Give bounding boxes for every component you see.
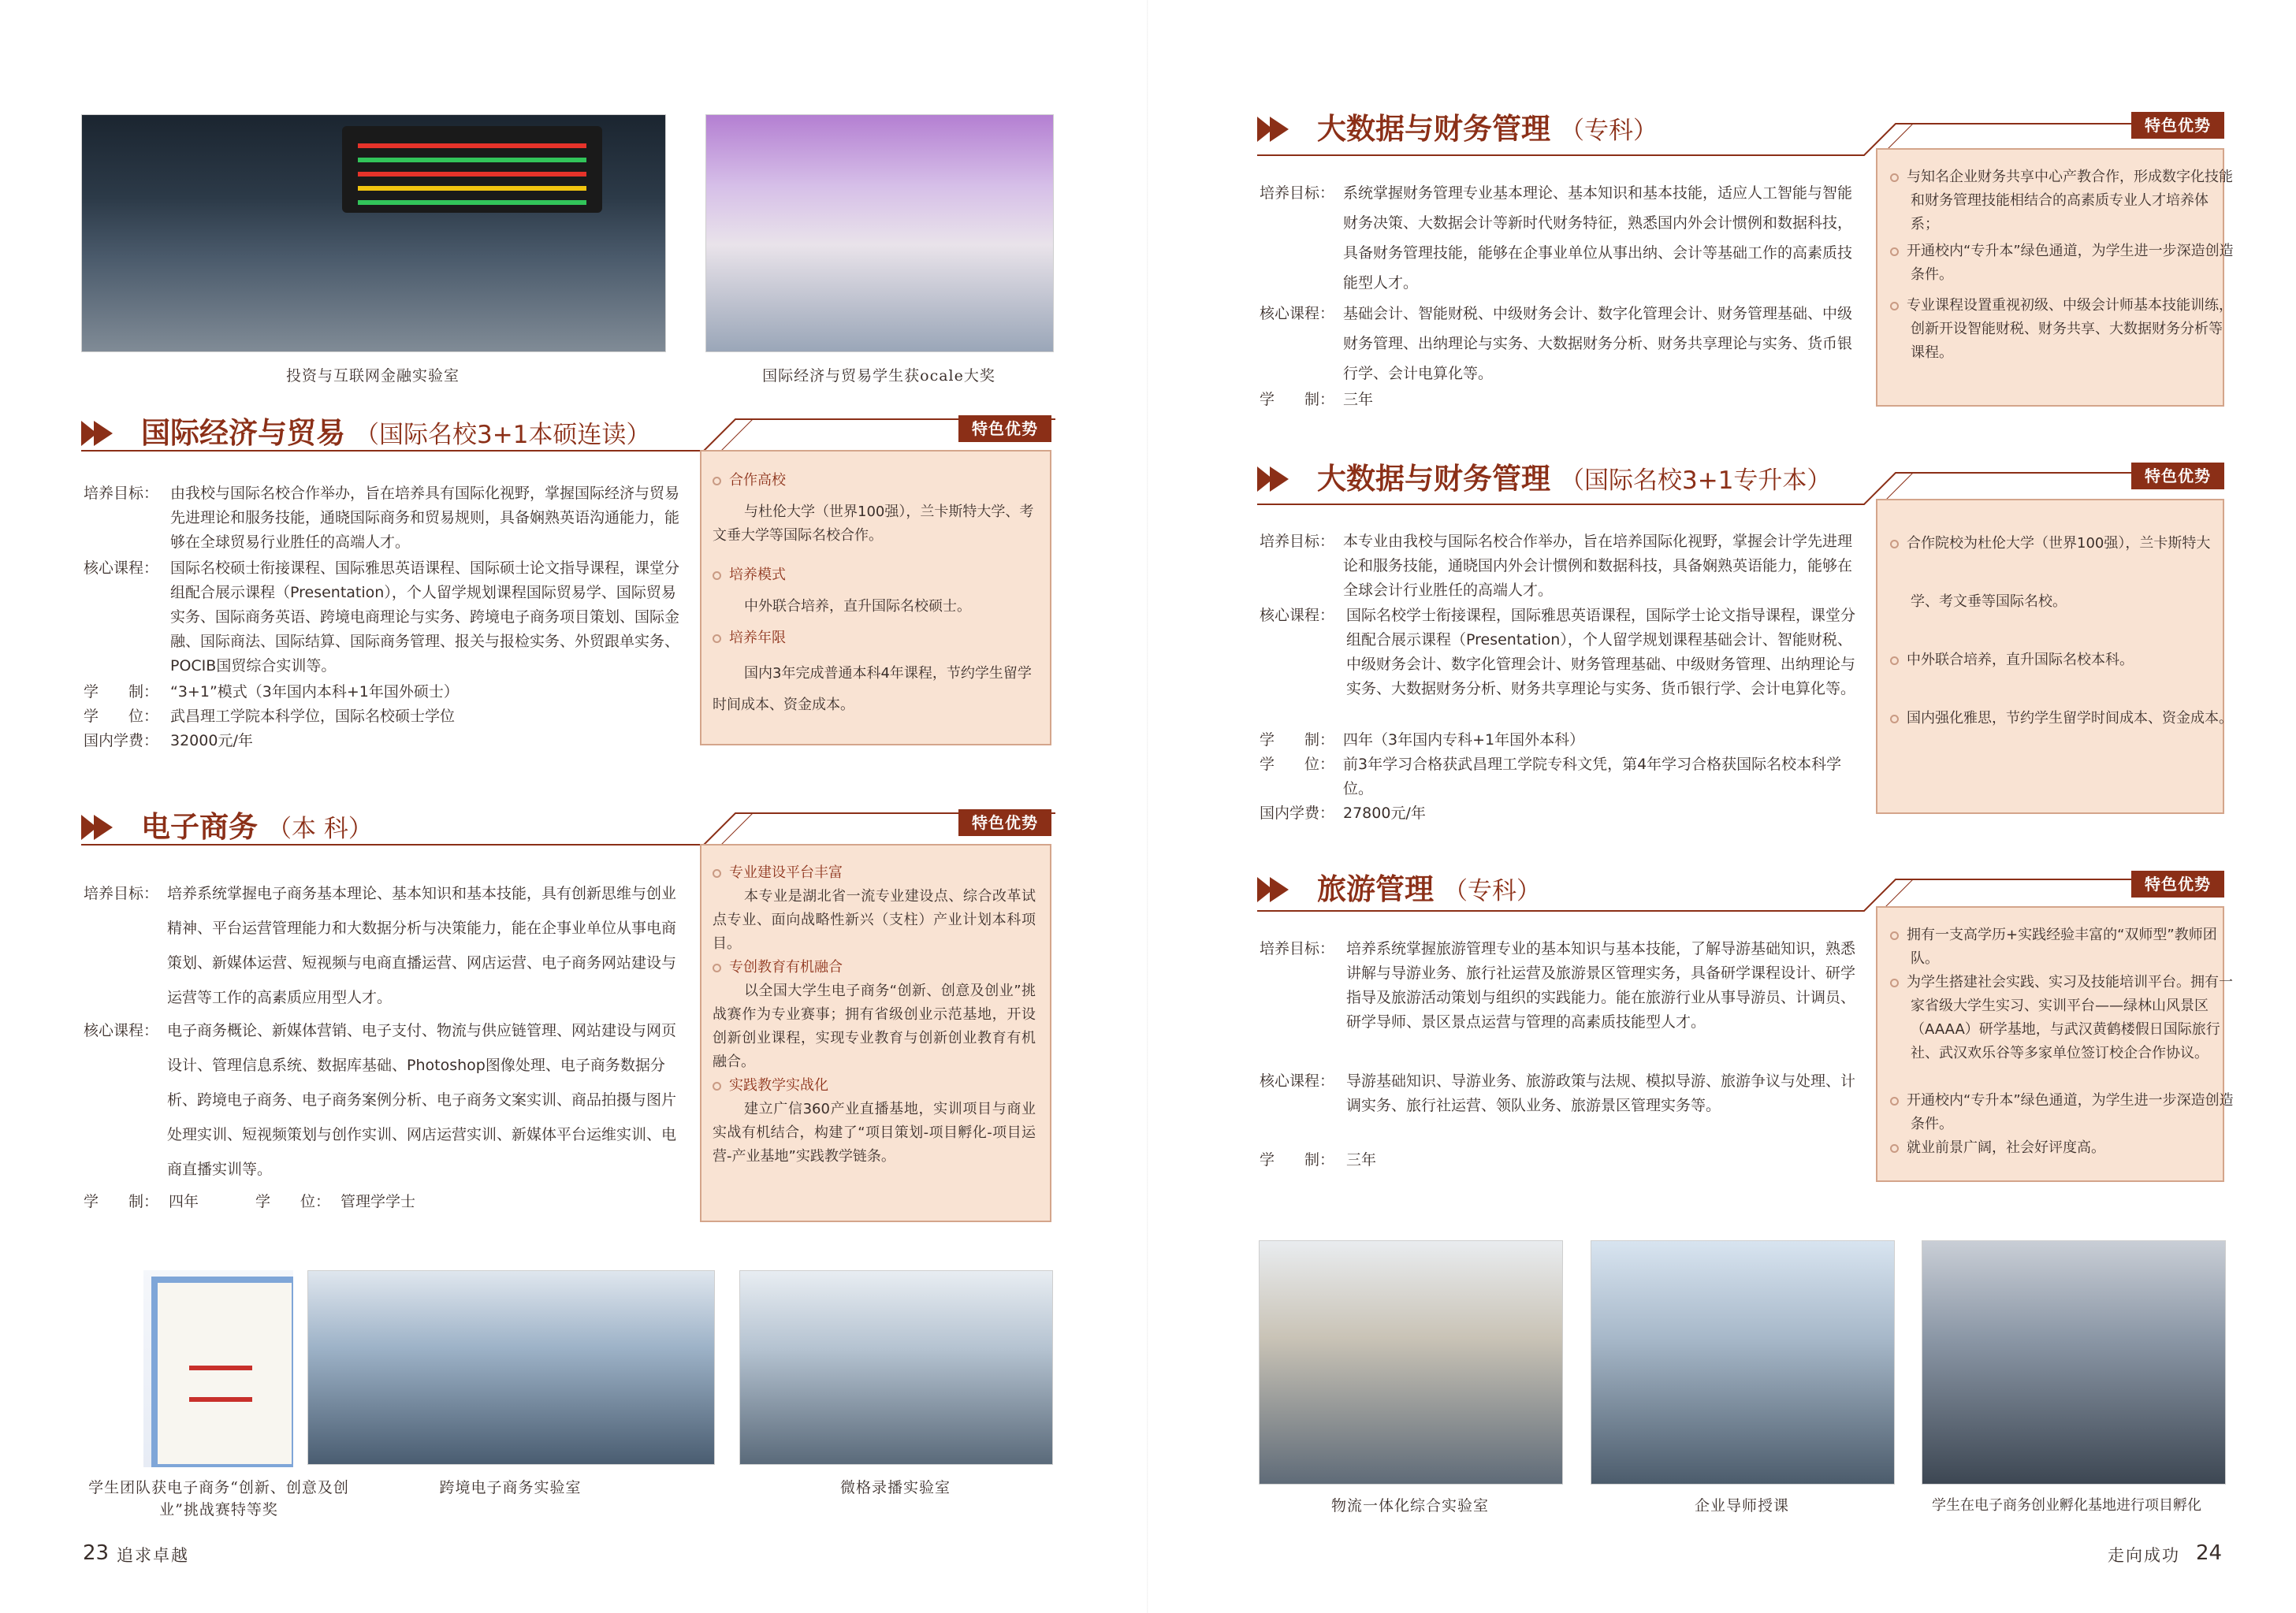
box-text: 本专业是湖北省一流专业建设点、综合改革试点专业、面向战略性新兴（支柱）产业计划本科项目。 xyxy=(713,888,1036,952)
photo-cross-border-lab xyxy=(307,1270,715,1465)
caption-ocale-award: 国际经济与贸易学生获ocale大奖 xyxy=(762,367,995,385)
page-footer-right: 走向成功 xyxy=(2108,1546,2180,1565)
box-heading: 专创教育有机融合 xyxy=(713,956,843,979)
box-item: 为学生搭建社会实践、实习及技能培训平台。拥有一家省级大学生实习、实训平台——绿林山风景区（AAAA）研学基地，与武汉黄鹤楼假日国际旅行社、武汉欢乐谷等多家单位签订校企合作协议。 xyxy=(1890,971,2234,1065)
box-item: 开通校内“专升本”绿色通道，为学生进一步深造创造条件。 xyxy=(1890,1089,2234,1136)
feature-tag: 特色优势 xyxy=(2131,112,2224,139)
feature-tag: 特色优势 xyxy=(958,415,1051,442)
tm-feature-box xyxy=(1876,906,2234,1182)
photo-finance-lab xyxy=(81,114,666,352)
photo-micro-recording-lab xyxy=(739,1270,1053,1465)
photo-ocale-award xyxy=(705,114,1054,352)
feature-tag: 特色优势 xyxy=(2131,871,2224,898)
bd1-feature-box xyxy=(1876,148,2234,407)
caption-micro-recording-lab: 微格录播实验室 xyxy=(839,1479,951,1496)
caption-enterprise-mentor: 企业导师授课 xyxy=(1694,1497,1789,1515)
caption-cross-border-lab: 跨境电子商务实验室 xyxy=(439,1479,582,1496)
box-item: 专业课程设置重视初级、中级会计师基本技能训练，创新开设智能财税、财务共享、大数据财务分析等课程。 xyxy=(1890,294,2234,365)
bd2-feature-box xyxy=(1876,499,2233,814)
photo-award-certificate xyxy=(143,1270,293,1467)
box-text: 国内3年完成普通本科4年课程，节约学生留学时间成本、资金成本。 xyxy=(713,665,1032,713)
page-number-right: 24 xyxy=(2196,1541,2223,1565)
section-title: 国际经济与贸易 （国际名校3+1本硕连读） xyxy=(141,416,651,450)
caption-incubation-base: 学生在电子商务创业孵化基地进行项目孵化 xyxy=(1932,1497,2201,1514)
box-item: 中外联合培养，直升国际名校本科。 xyxy=(1890,631,2234,689)
ec-feature-box xyxy=(700,844,1051,1222)
box-heading: 培养模式 xyxy=(713,563,786,587)
box-text: 以全国大学生电子商务“创新、创意及创业”挑战赛作为专业赛事；拥有省级创业示范基地，开设创新创业课程，实现专业教育与创新创业教育有机融合。 xyxy=(713,983,1036,1070)
box-text: 中外联合培养，直升国际名校硕士。 xyxy=(744,598,971,615)
feature-tag: 特色优势 xyxy=(2131,463,2224,489)
box-item: 开通校内“专升本”绿色通道，为学生进一步深造创造条件。 xyxy=(1890,240,2234,287)
page-number-left: 23 xyxy=(83,1541,110,1565)
section-title: 大数据与财务管理 （专科） xyxy=(1317,112,1658,146)
box-heading: 培养年限 xyxy=(713,626,786,650)
box-heading: 合作高校 xyxy=(713,469,786,492)
ie-feature-box xyxy=(700,450,1051,745)
box-heading: 实践教学实战化 xyxy=(713,1074,828,1098)
box-item: 拥有一支高学历+实践经验丰富的“双师型”教师团队。 xyxy=(1890,924,2234,971)
photo-logistics-lab xyxy=(1259,1240,1563,1485)
caption-logistics-lab: 物流一体化综合实验室 xyxy=(1330,1497,1489,1515)
section-title: 电子商务 （本 科） xyxy=(141,810,373,844)
feature-tag: 特色优势 xyxy=(958,809,1051,836)
page-gutter xyxy=(1147,0,1148,1613)
box-item: 合作院校为杜伦大学（世界100强），兰卡斯特大学、考文垂等国际名校。 xyxy=(1890,515,2234,631)
photo-incubation-base xyxy=(1922,1240,2226,1485)
box-item: 国内强化雅思，节约学生留学时间成本、资金成本。 xyxy=(1890,689,2234,748)
section-title: 旅游管理 （专科） xyxy=(1317,872,1541,906)
photo-enterprise-mentor xyxy=(1591,1240,1895,1485)
box-item: 就业前景广阔，社会好评度高。 xyxy=(1890,1136,2234,1160)
box-text: 与杜伦大学（世界100强），兰卡斯特大学、考文垂大学等国际名校合作。 xyxy=(713,504,1034,544)
caption-finance-lab: 投资与互联网金融实验室 xyxy=(285,367,460,385)
box-text: 建立广信360产业直播基地，实训项目与商业实战有机结合，构建了“项目策划-项目孵化-项目运营-产业基地”实践教学链条。 xyxy=(713,1101,1036,1165)
box-heading: 专业建设平台丰富 xyxy=(713,861,843,885)
page-footer-left: 追求卓越 xyxy=(117,1546,189,1565)
box-item: 与知名企业财务共享中心产教合作，形成数字化技能和财务管理技能相结合的高素质专业人才培养体系； xyxy=(1890,165,2234,236)
caption-award-certificate: 学生团队获电子商务“创新、创意及创业”挑战赛特等奖 xyxy=(88,1479,349,1518)
section-title: 大数据与财务管理 （国际名校3+1专升本） xyxy=(1317,462,1832,496)
